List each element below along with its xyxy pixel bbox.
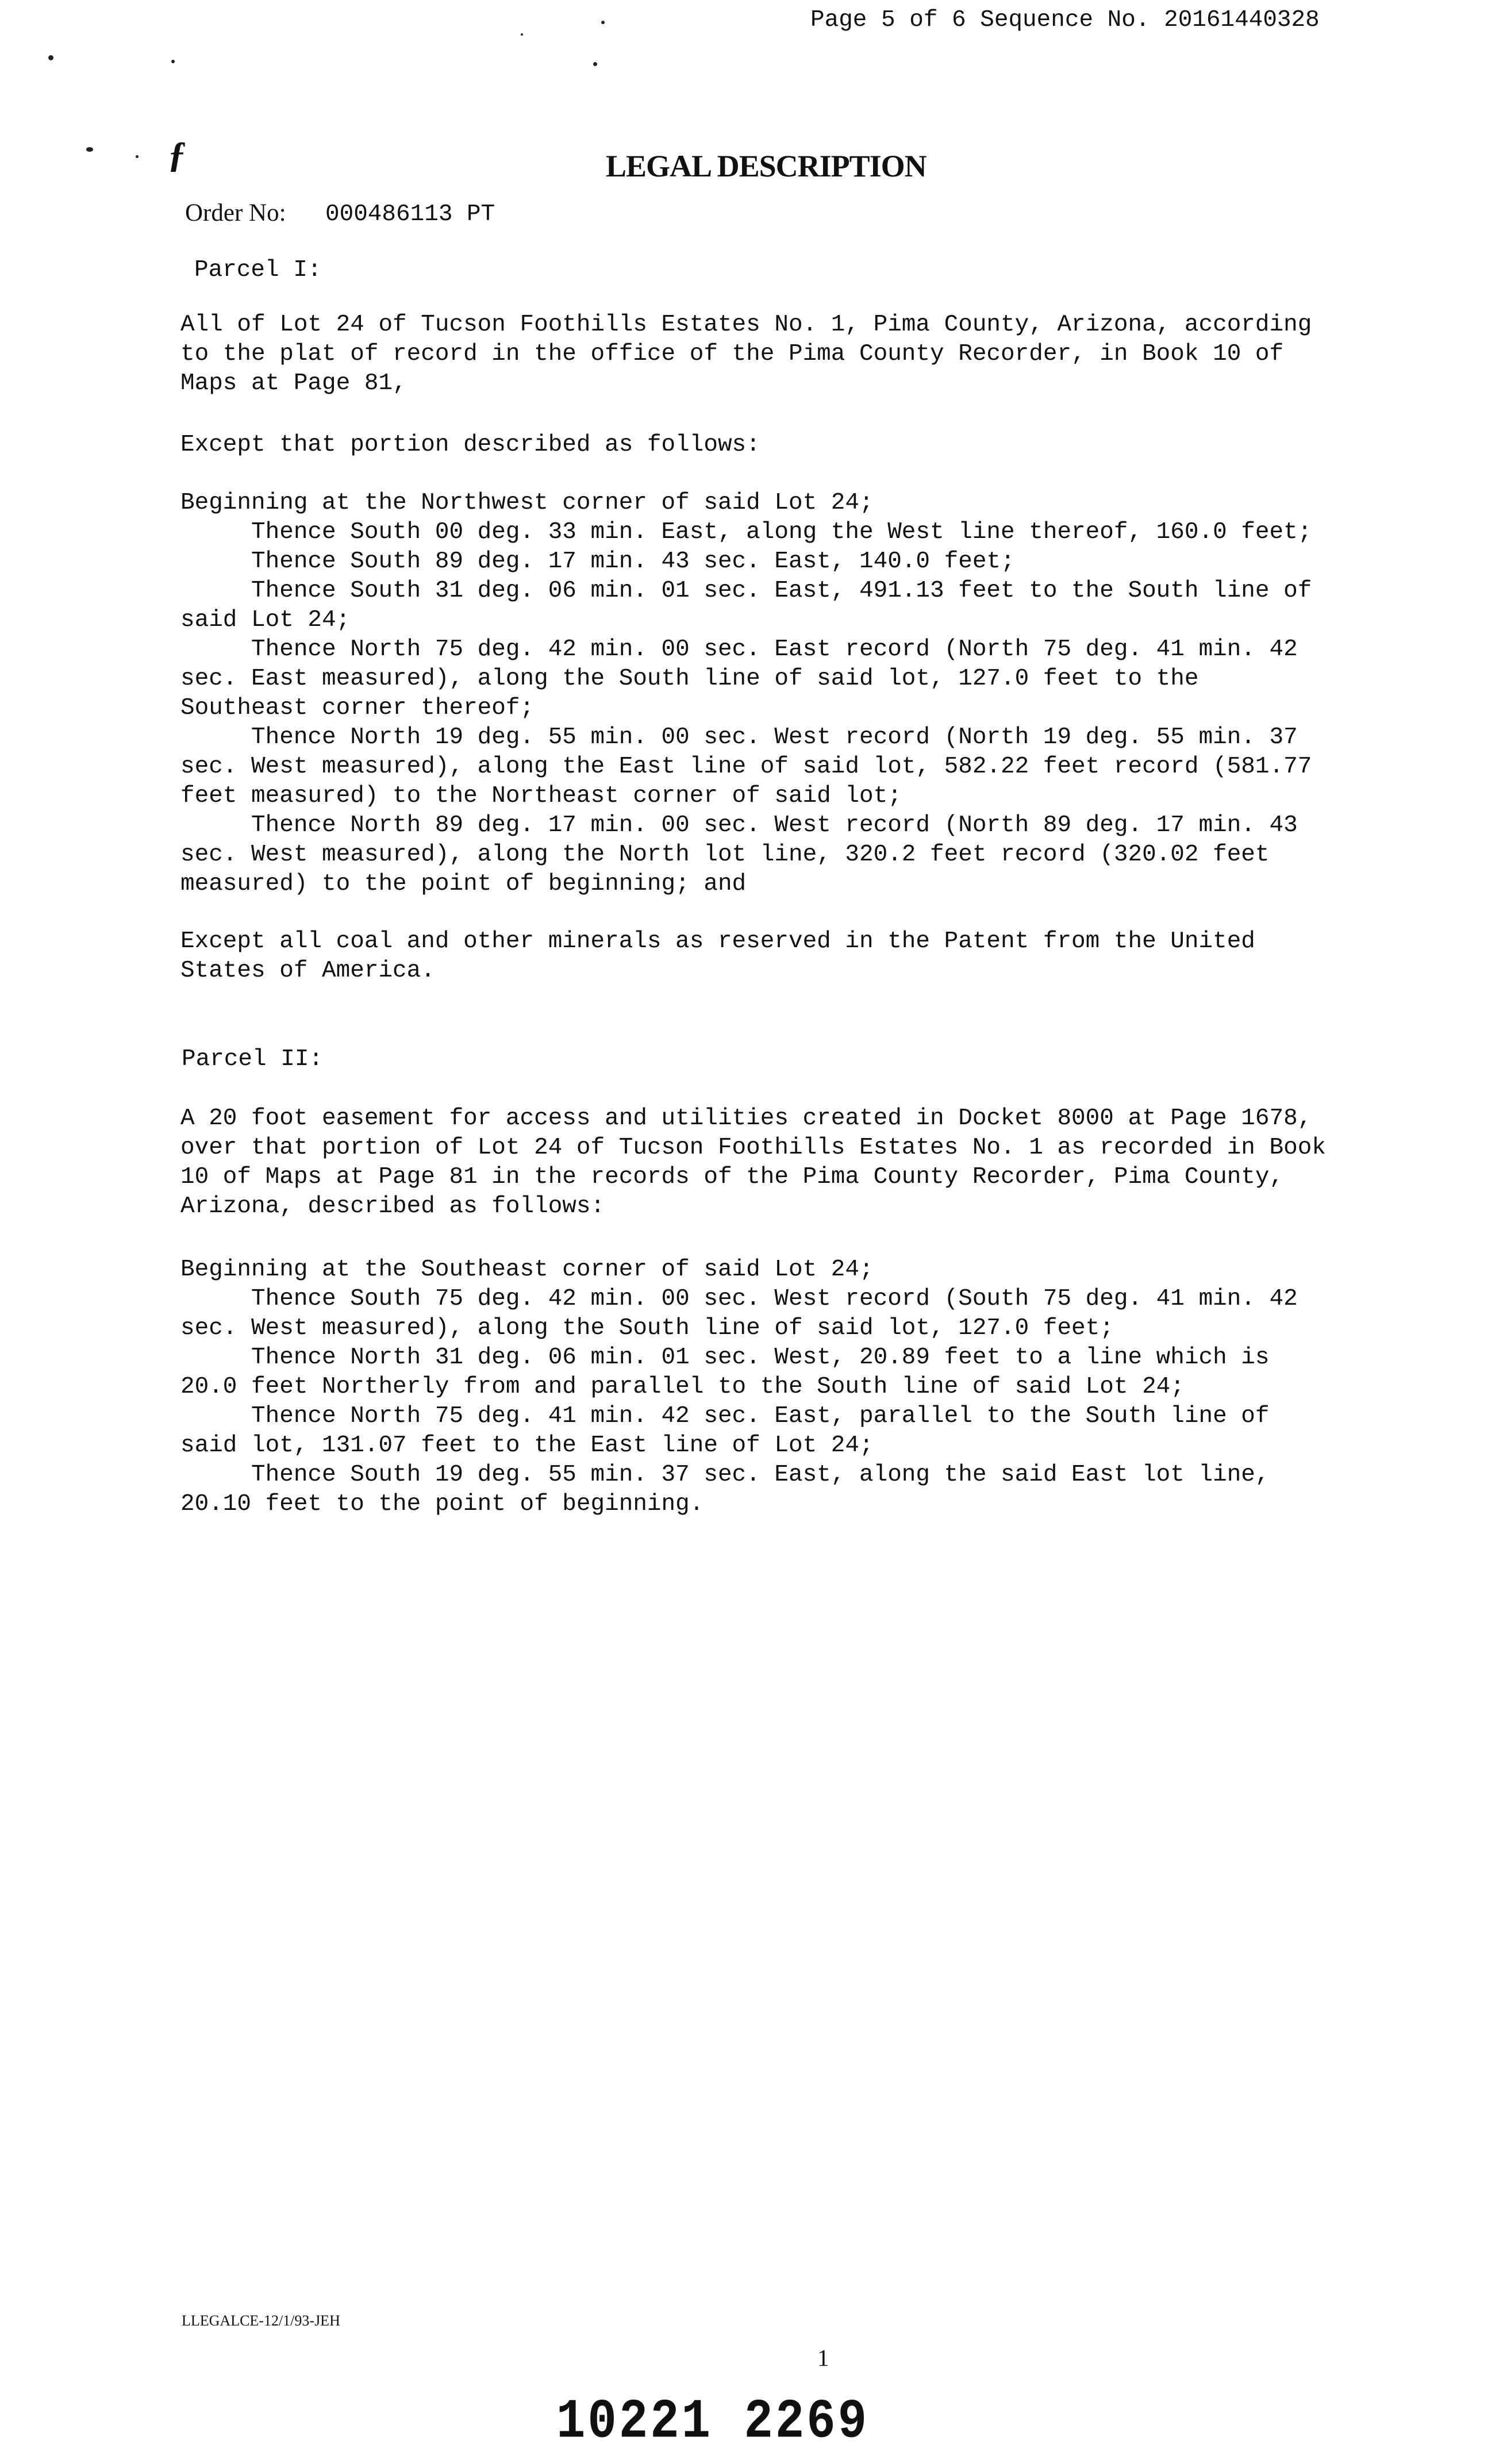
scan-speck	[48, 55, 53, 60]
text-line: to the plat of record in the office of the Pima County Recorder, in Book 10 of	[180, 341, 1284, 367]
text-line: A 20 foot easement for access and utilities created in Docket 8000 at Page 1678,	[180, 1105, 1312, 1132]
text-line: Thence South 89 deg. 17 min. 43 sec. East, 140.0 feet;	[180, 548, 1015, 575]
scan-speck	[171, 60, 175, 63]
parcel-i-except-intro	[180, 430, 1387, 460]
page-title: LEGAL DESCRIPTION	[606, 149, 927, 183]
text-line: Thence North 19 deg. 55 min. 00 sec. West record (North 19 deg. 55 min. 37	[180, 724, 1298, 751]
text-line: Thence North 75 deg. 41 min. 42 sec. East, parallel to the South line of	[180, 1403, 1270, 1429]
parcel-ii-description	[180, 1255, 1387, 1519]
text-line: Beginning at the Northwest corner of said Lot 24;	[180, 490, 874, 516]
text-line: sec. West measured), along the North lot line, 320.2 feet record (320.02 feet	[180, 841, 1270, 868]
text-line: over that portion of Lot 24 of Tucson Foothills Estates No. 1 as recorded in Book	[180, 1135, 1326, 1161]
parcel-i-intro	[180, 310, 1387, 398]
text-line: Except that portion described as follows:	[180, 432, 760, 458]
text-line: Beginning at the Southeast corner of said Lot 24;	[180, 1256, 874, 1283]
parcel-i-description	[180, 489, 1387, 899]
scan-speck	[521, 33, 523, 36]
header-sequence: Page 5 of 6 Sequence No. 20161440328	[810, 7, 1320, 33]
text-line: sec. East measured), along the South line of said lot, 127.0 feet to the	[180, 666, 1199, 692]
form-code: LLEGALCE-12/1/93-JEH	[182, 2312, 340, 2329]
text-line: Thence North 31 deg. 06 min. 01 sec. West, 20.89 feet to a line which is	[180, 1344, 1270, 1371]
parcel-i-except-minerals	[180, 927, 1387, 986]
scan-mark-icon: ƒ	[168, 134, 186, 175]
parcel-ii-intro	[180, 1104, 1387, 1221]
recording-stamp: 10221 2269	[556, 2391, 870, 2454]
parcel-i-heading: Parcel I:	[194, 257, 322, 283]
text-line: said Lot 24;	[180, 607, 351, 633]
text-line: Maps at Page 81,	[180, 370, 407, 397]
text-line: sec. West measured), along the East line of said lot, 582.22 feet record (581.77	[180, 754, 1312, 780]
text-line: 20.0 feet Northerly from and parallel to the South line of said Lot 24;	[180, 1374, 1185, 1400]
text-line: measured) to the point of beginning; and	[180, 871, 747, 897]
text-line: Thence North 89 deg. 17 min. 00 sec. West record (North 89 deg. 17 min. 43	[180, 812, 1298, 839]
text-line: Arizona, described as follows:	[180, 1193, 605, 1220]
text-line: States of America.	[180, 958, 435, 984]
scan-speck	[601, 21, 605, 24]
text-line: All of Lot 24 of Tucson Foothills Estates No. 1, Pima County, Arizona, according	[180, 312, 1312, 338]
text-line: Southeast corner thereof;	[180, 695, 535, 721]
text-line: Thence South 75 deg. 42 min. 00 sec. West record (South 75 deg. 41 min. 42	[180, 1286, 1298, 1312]
text-line: Thence South 00 deg. 33 min. East, along the West line thereof, 160.0 feet;	[180, 519, 1312, 545]
text-line: 10 of Maps at Page 81 in the records of the Pima County Recorder, Pima County,	[180, 1164, 1284, 1190]
scan-speck	[86, 147, 93, 152]
parcel-ii-heading: Parcel II:	[182, 1046, 324, 1073]
order-number: 000486113 PT	[325, 201, 495, 228]
scan-speck	[593, 62, 597, 66]
scan-speck	[136, 155, 139, 158]
text-line: said lot, 131.07 feet to the East line of Lot 24;	[180, 1432, 874, 1459]
text-line: Except all coal and other minerals as reserved in the Patent from the United	[180, 928, 1255, 955]
text-line: Thence South 19 deg. 55 min. 37 sec. East, along the said East lot line,	[180, 1462, 1270, 1488]
order-label: Order No:	[185, 199, 286, 226]
text-line: Thence North 75 deg. 42 min. 00 sec. East record (North 75 deg. 41 min. 42	[180, 636, 1298, 663]
text-line: 20.10 feet to the point of beginning.	[180, 1491, 704, 1517]
text-line: Thence South 31 deg. 06 min. 01 sec. East, 491.13 feet to the South line of	[180, 578, 1312, 604]
page-number: 1	[817, 2344, 829, 2371]
text-line: feet measured) to the Northeast corner of said lot;	[180, 783, 902, 809]
text-line: sec. West measured), along the South line of said lot, 127.0 feet;	[180, 1315, 1114, 1341]
